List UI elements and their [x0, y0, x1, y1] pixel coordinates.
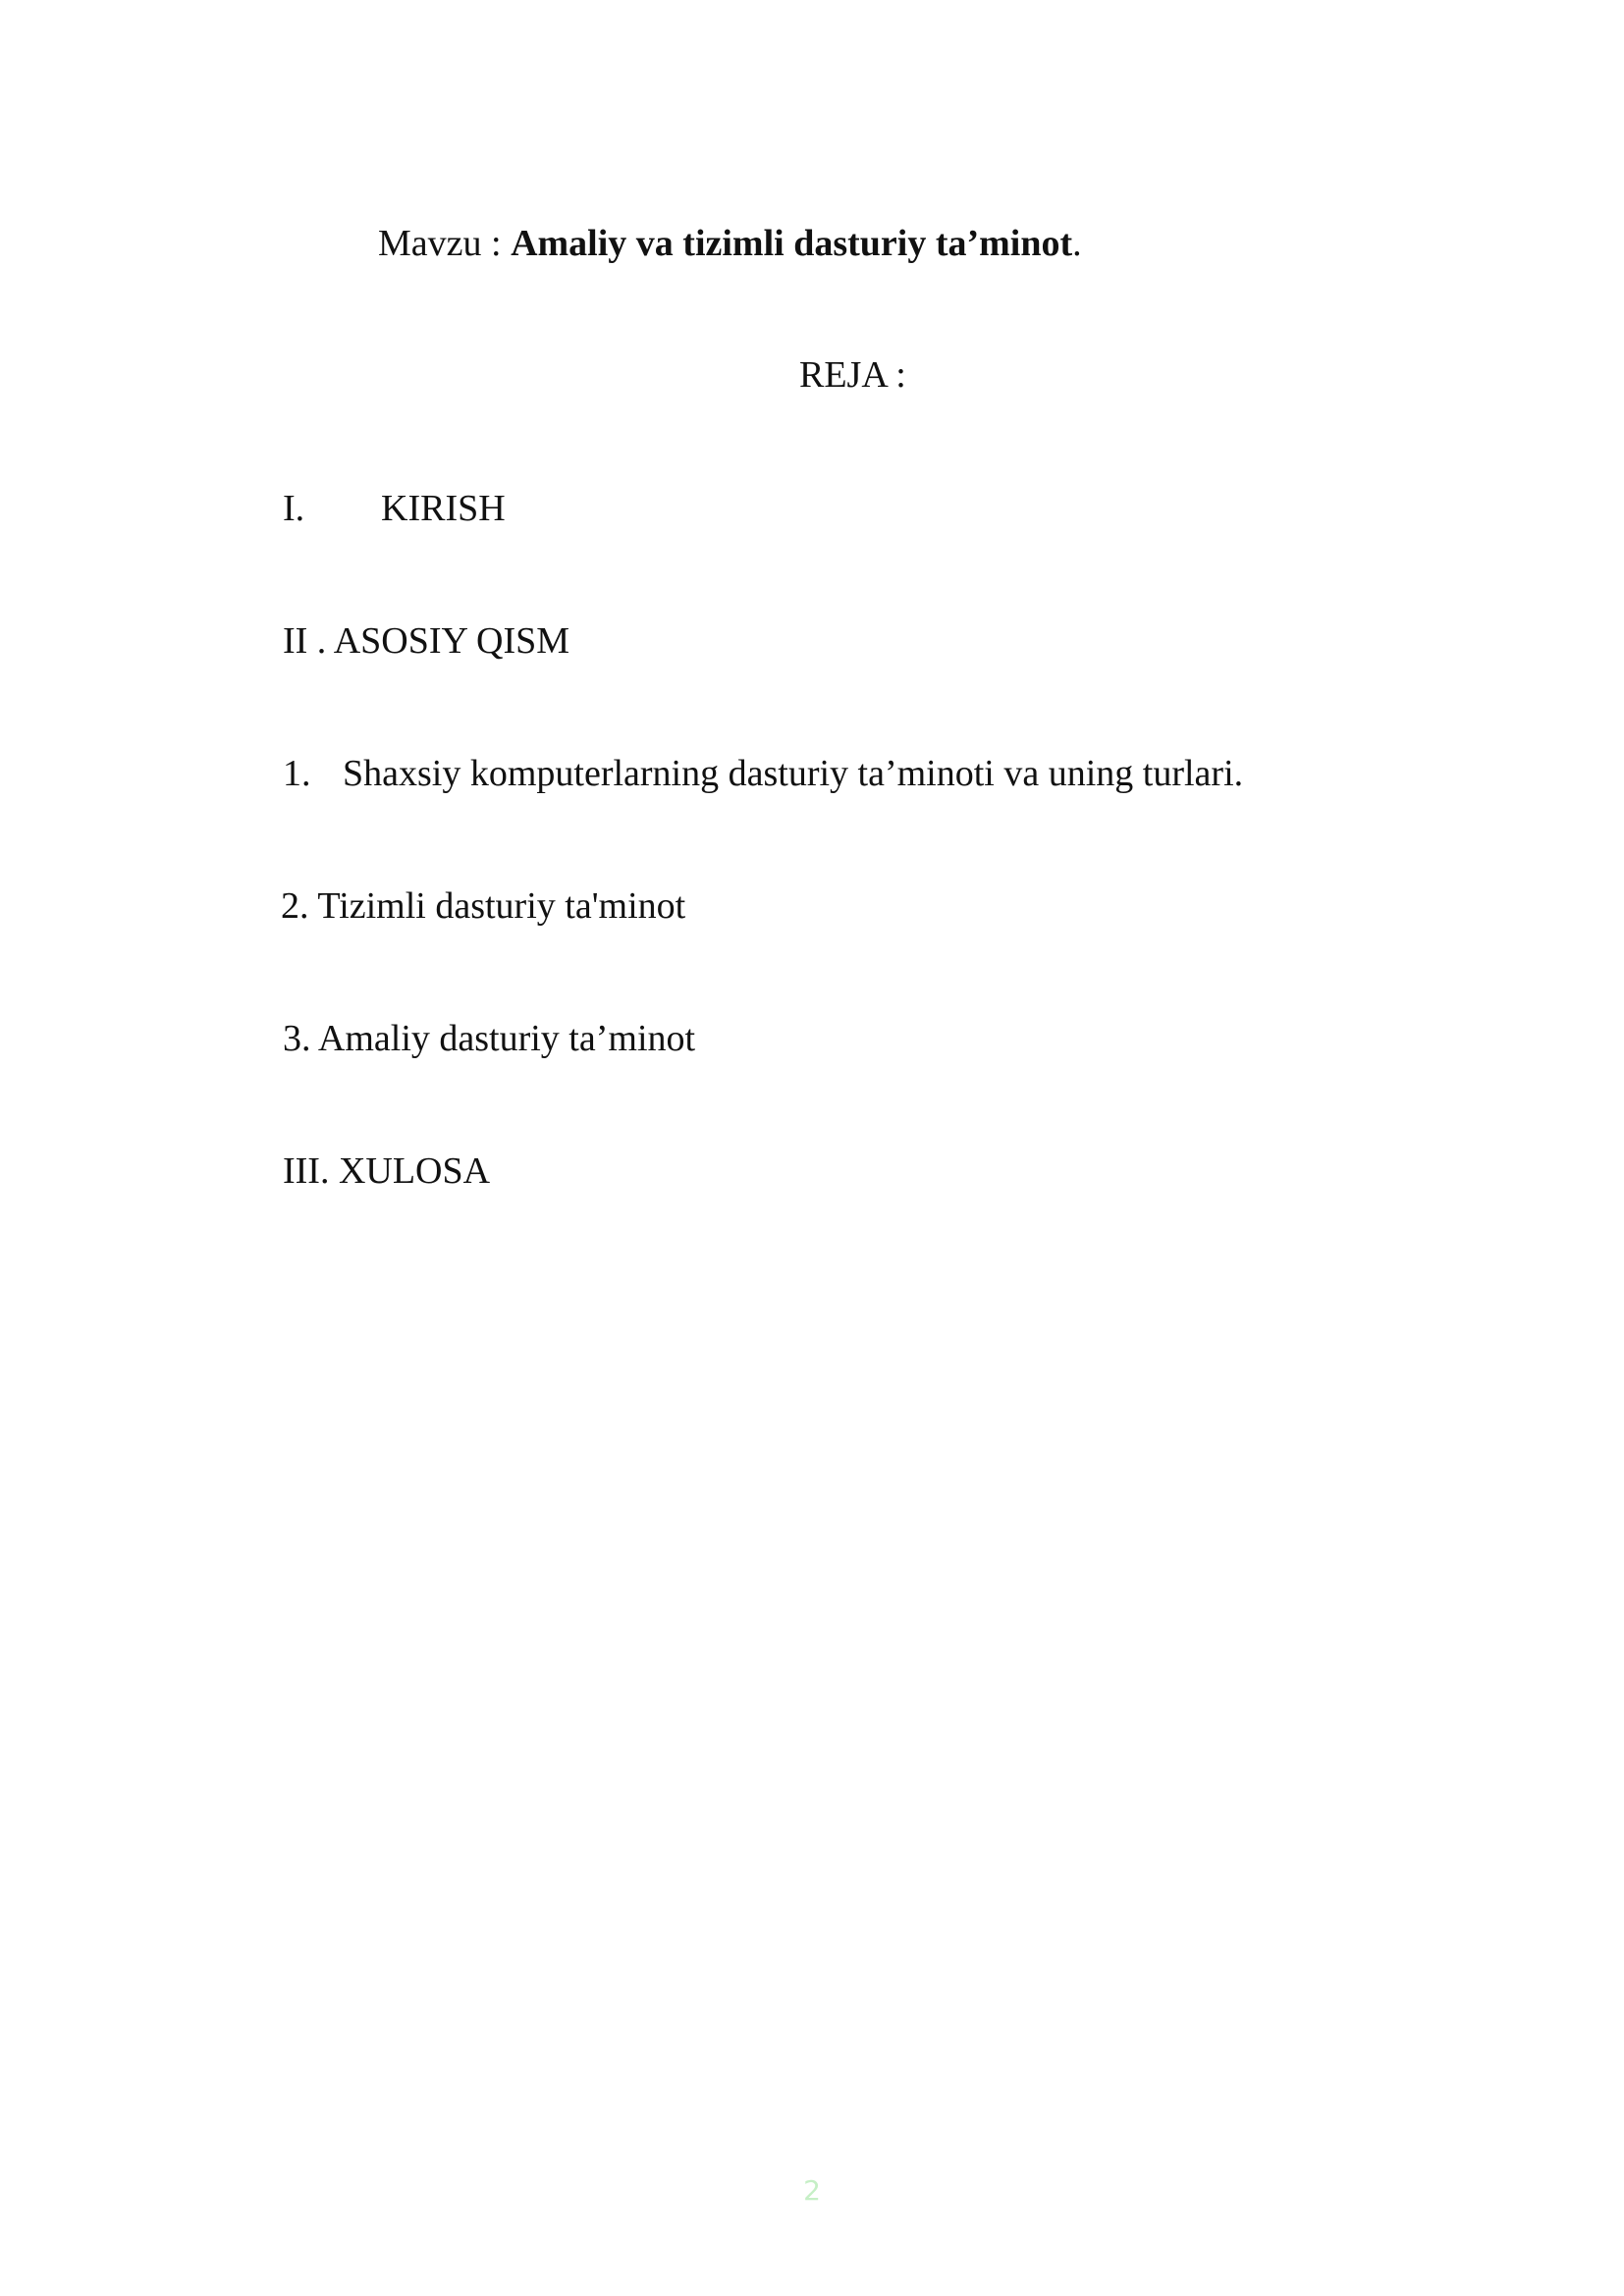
topic-line: [378, 221, 1082, 266]
outline-item-kirish: [283, 486, 506, 531]
outline-subitem-2: 2. Tizimli dasturiy ta'minot: [281, 885, 686, 927]
outline-subitem-3: 3. Amaliy dasturiy ta’minot: [283, 1018, 696, 1059]
outline-text: Shaxsiy komputerlarning dasturiy ta’minoti va uning turlari.: [343, 753, 1244, 794]
topic-label: Mavzu :: [378, 223, 512, 264]
outline-text: KIRISH: [381, 488, 506, 529]
topic-end: .: [1072, 223, 1082, 264]
page-number: 2: [803, 2174, 821, 2207]
plan-heading: REJA :: [799, 354, 906, 396]
outline-item-xulosa: III. XULOSA: [283, 1150, 491, 1192]
topic-title: Amaliy va tizimli dasturiy ta’minot: [511, 223, 1073, 264]
outline-subitem-1: [283, 751, 1243, 796]
outline-number: I.: [283, 488, 305, 529]
outline-number: 1.: [283, 753, 311, 794]
outline-item-asosiy: II . ASOSIY QISM: [283, 620, 570, 662]
